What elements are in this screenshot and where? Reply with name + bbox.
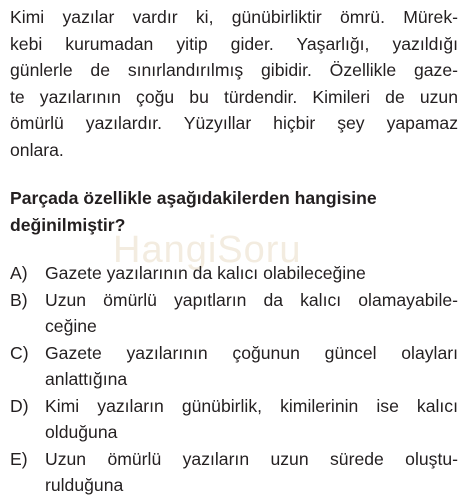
option-letter: E) [10, 448, 28, 469]
option-b[interactable] [10, 287, 458, 340]
question-stem [10, 185, 458, 238]
option-letter: B) [10, 289, 28, 310]
passage-line: günlerle de sınırlandırılmış gibidir. Özellikle gaze- [10, 60, 458, 80]
option-c[interactable] [10, 340, 458, 393]
answer-options [10, 260, 458, 499]
option-text: Gazete yazılarının çoğunun güncel olayları [45, 342, 458, 363]
option-text: ceğine [45, 316, 97, 336]
option-e[interactable] [10, 446, 458, 499]
option-a[interactable] [10, 260, 458, 287]
passage-line: onlara. [10, 139, 64, 160]
passage-line: kebi kurumadan yitip gider. Yaşarlığı, yazıldığı [10, 33, 458, 54]
option-text: Gazete yazılarının da kalıcı olabileceğine [45, 263, 366, 283]
option-letter: C) [10, 342, 29, 363]
passage-line: Kimi yazılar vardır ki, günübirliktir ömrü. Mürek- [10, 7, 458, 27]
option-letter: A) [10, 263, 28, 283]
passage-text [10, 4, 458, 163]
option-text: anlattığına [45, 369, 128, 389]
option-text: Uzun ömürlü yazıların uzun sürede oluştu- [45, 448, 458, 469]
option-text: rulduğuna [45, 475, 124, 495]
option-text: Uzun ömürlü yapıtların da kalıcı olamayabile- [45, 289, 458, 310]
passage-line: ömürlü yazılardır. Yüzyıllar hiçbir şey yapamaz [10, 113, 458, 133]
question-line: Parçada özellikle aşağıdakilerden hangisine [10, 188, 377, 208]
question-page [10, 4, 458, 238]
option-d[interactable] [10, 393, 458, 446]
option-text: olduğuna [45, 422, 118, 442]
watermark: HangiSoru [113, 229, 302, 271]
passage-line: te yazılarının çoğu bu türdendir. Kimileri de uzun [10, 86, 458, 107]
option-text: Kimi yazıların günübirlik, kimilerinin ise kalıcı [45, 395, 458, 416]
option-letter: D) [10, 395, 29, 416]
question-line: değinilmiştir? [10, 214, 126, 235]
